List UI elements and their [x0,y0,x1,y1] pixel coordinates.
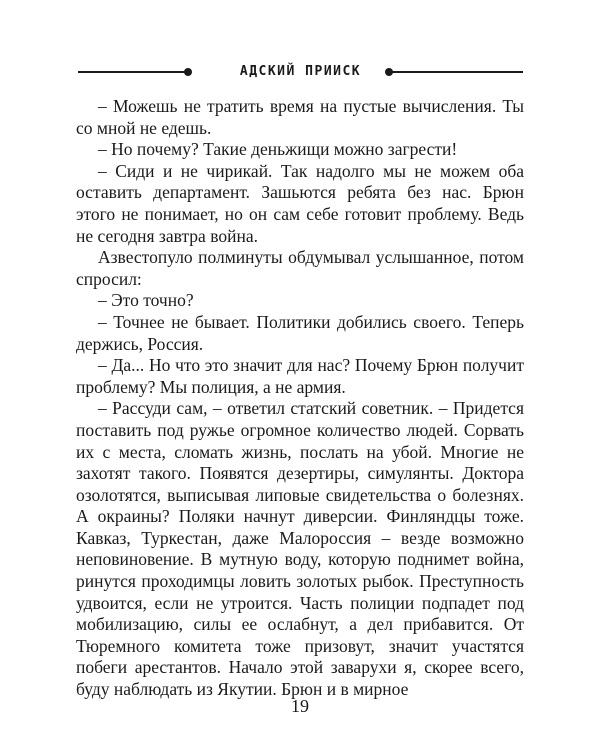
running-header-title: АДСКИЙ ПРИИСК [239,64,362,79]
paragraph: – Точнее не бывает. Политики добились своего. Теперь держись, Россия. [76,311,524,354]
running-header [78,62,523,82]
paragraph: – Сиди и не чирикай. Так надолго мы не можем оба оставить департамент. Зашьются ребята без нас. Брюн этого не понимает, но он сам себе готовит проблему. Ведь не сегодня завтра война. [76,160,524,246]
paragraph: – Да... Но что это значит для нас? Почему Брюн получит проблему? Мы полиция, а не армия. [76,355,524,397]
paragraph: – Это точно? [98,290,194,311]
page-number: 19 [291,696,309,716]
body-text [76,96,524,701]
paragraph: – Можешь не тратить время на пустые вычисления. Ты со мной не едешь. [76,96,524,138]
paragraph: Азвестопуло полминуты обдумывал услышанное, потом спросил: [76,247,524,289]
header-rule-right [391,71,523,73]
paragraph: – Рассуди сам, – ответил статский советник. – Придется поставить под ружье огромное количество людей. Сорвать их с места, сломать жизнь, послать на убой. Многие не захотят такого. Появятся дезертиры, симулянты. Доктора озолотятся, выписывая липовые свидетельства о болезнях. А окраины? Поляки начнут диверсии. Финляндцы тоже. Кавказ, Туркестан, даже Малороссия – везде возможно неповиновение. В мутную воду, которую поднимет война, ринутся проходимцы ловить золотых рыбок. Преступность удвоится, если не утроится. Часть полиции подпадет под мобилизацию, силы ее ослабнут, а дел прибавится. От Тюремного комитета тоже призовут, значит участятся побеги арестантов. Начало этой заварухи я, скорее всего, буду наблюдать из Якутии. Брюн и в мирное [76,398,524,700]
paragraph: – Но почему? Такие деньжищи можно загрести! [98,139,458,160]
